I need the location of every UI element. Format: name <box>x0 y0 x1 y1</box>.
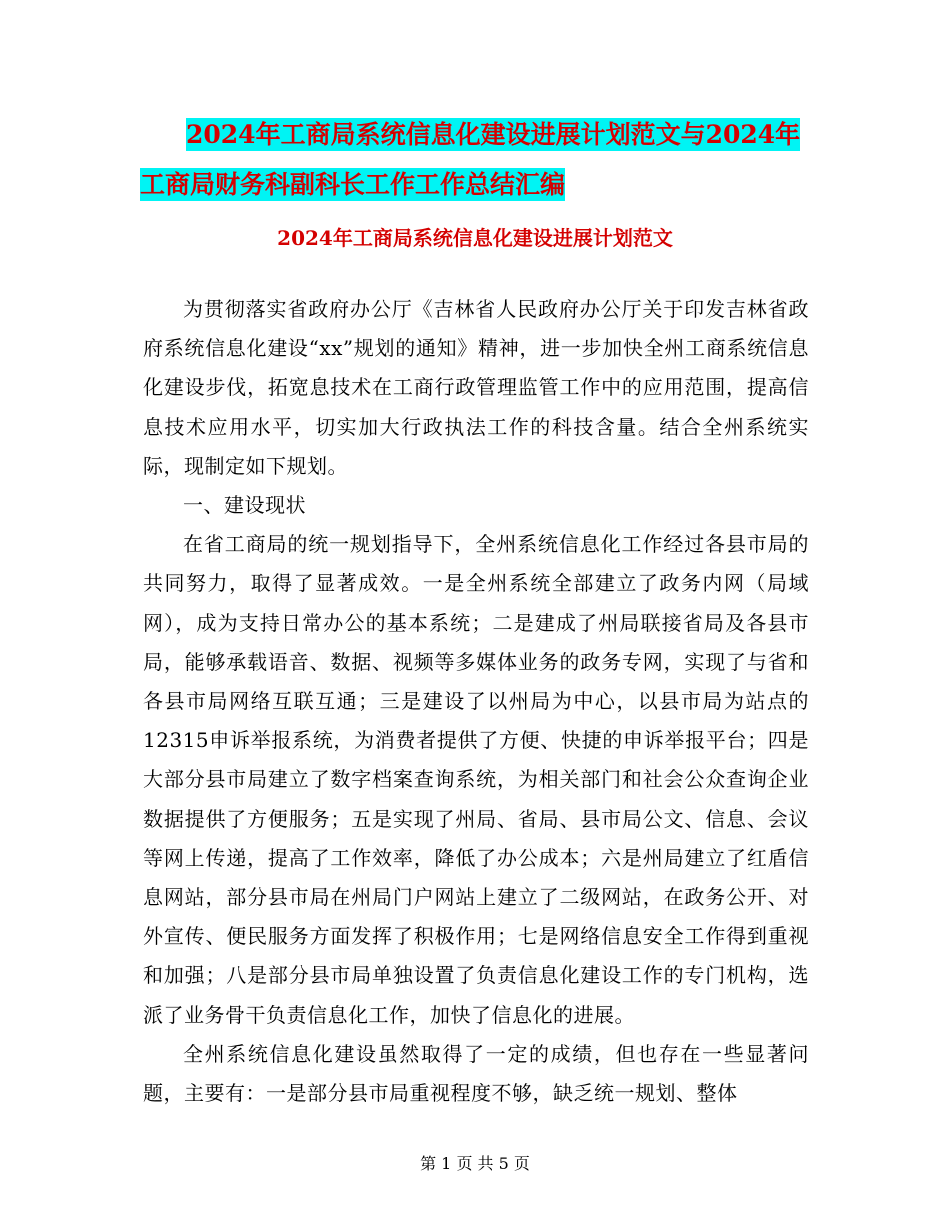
document-title <box>140 110 820 210</box>
paragraph-achievements: 在省工商局的统一规划指导下，全州系统信息化工作经过各县市局的共同努力，取得了显著成效。一是全州系统全部建立了政务内网（局域网），成为支持日常办公的基本系统；二是建成了州局联接省局及各县市局，能够承载语音、数据、视频等多媒体业务的政务专网，实现了与省和各县市局网络互联互通；三是建设了以州局为中心，以县市局为站点的12315申诉举报系统，为消费者提供了方便、快捷的申诉举报平台；四是大部分县市局建立了数字档案查询系统，为相关部门和社会公众查询企业数据提供了方便服务；五是实现了州局、省局、县市局公文、信息、会议等网上传递，提高了工作效率，降低了办公成本；六是州局建立了红盾信息网站，部分县市局在州局门户网站上建立了二级网站，在政务公开、对外宣传、便民服务方面发挥了积极作用；七是网络信息安全工作得到重视和加强；八是部分县市局单独设置了负责信息化建设工作的专门机构，选派了业务骨干负责信息化工作，加快了信息化的进展。 <box>143 532 809 1027</box>
paragraph-heading-status: 一、建设现状 <box>183 493 306 518</box>
body-text <box>143 290 809 1113</box>
title-line-1 <box>140 110 820 160</box>
section-title: 2024年工商局系统信息化建设进展计划范文 <box>277 226 673 250</box>
title-line-2-text: 工商局财务科副科长工作工作总结汇编 <box>140 170 566 199</box>
paragraph-problems: 全州系统信息化建设虽然取得了一定的成绩，但也存在一些显著问题，主要有：一是部分县市局重视程度不够，缺乏统一规划、整体 <box>143 1041 809 1106</box>
title-line-2 <box>140 160 820 210</box>
page-footer: 第 1 页 共 5 页 <box>420 1154 530 1173</box>
paragraph-intro: 为贯彻落实省政府办公厅《吉林省人民政府办公厅关于印发吉林省政府系统信息化建设“xx”规划的通知》精神，进一步加快全州工商系统信息化建设步伐，拓宽息技术在工商行政管理监管工作中的应用范围，提高信息技术应用水平，切实加大行政执法工作的科技含量。结合全州系统实际，现制定如下规划。 <box>143 297 809 478</box>
title-line-1-text: 2024年工商局系统信息化建设进展计划范文与2024年 <box>186 120 801 149</box>
